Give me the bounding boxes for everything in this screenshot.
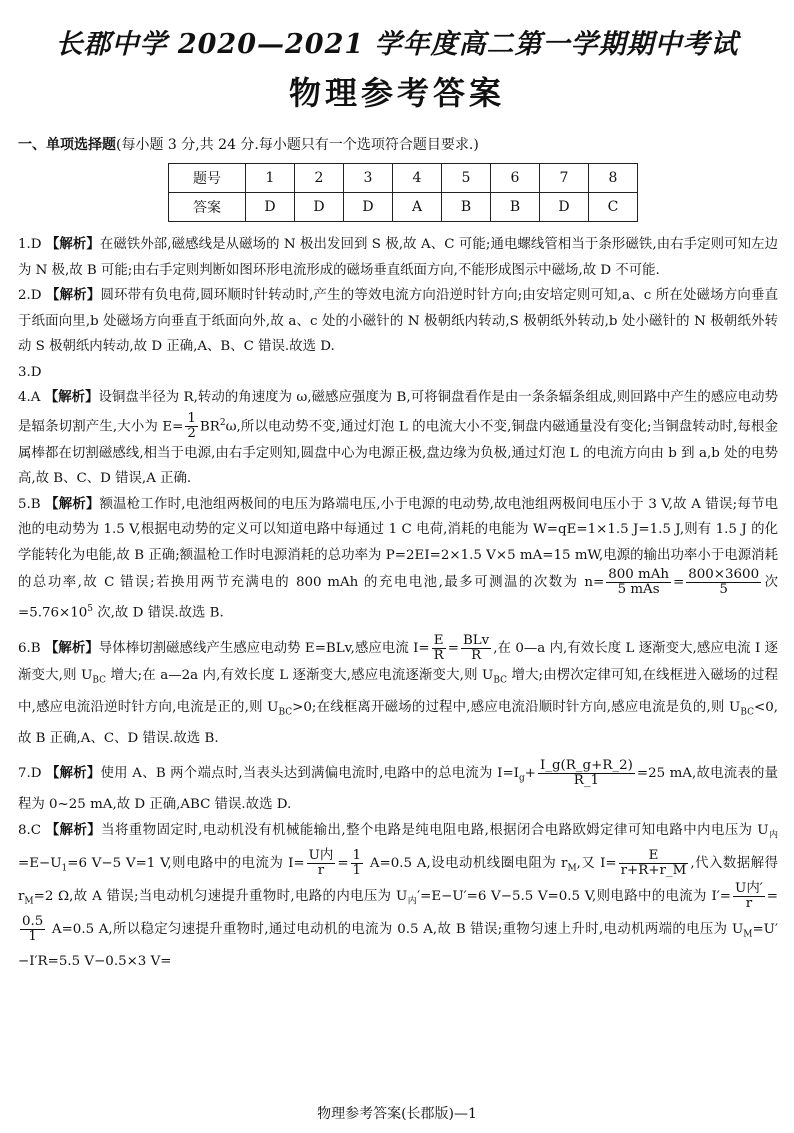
item-text: 增大;在 a—2a 内,有效长度 L 逐渐变大,感应电流逐渐变大,则 U: [106, 668, 494, 684]
fraction-numerator: 1: [352, 848, 362, 864]
fraction: [606, 568, 671, 597]
fraction-numerator: 800×3600: [688, 567, 760, 583]
subscript: BC: [493, 676, 508, 687]
fraction-denominator: r: [745, 896, 753, 912]
item-text: 当将重物固定时,电动机没有机械能输出,整个电路是纯电阻电路,根据闭合电路欧姆定律可知电路中内电压为 U: [101, 822, 769, 838]
item-text: =25 mA,故电流表的量程为 0~25 mA,故 D 正确,ABC 错误.故选 D.: [18, 766, 779, 813]
document-title: 长郡中学 2020—2021 学年度高二第一学期期中考试: [55, 29, 739, 60]
table-cell: D: [344, 193, 393, 222]
subscript: BC: [278, 707, 293, 718]
table-cell: D: [295, 193, 344, 222]
item-text: 导体棒切割磁感线产生感应电动势 E=BLv,感应电流 I=: [98, 641, 430, 657]
item-text: =E−U: [18, 856, 62, 872]
item-7: [18, 759, 778, 818]
section-heading-note: (每小题 3 分,共 24 分.每小题只有一个选项符合题目要求.): [116, 137, 479, 153]
fraction-denominator: 2: [187, 425, 196, 441]
fraction-denominator: 5 mAs: [617, 582, 660, 598]
item-text: +: [524, 766, 536, 782]
subscript: M: [24, 896, 34, 907]
fraction: [461, 634, 491, 663]
item-text: ω,所以电动势不变,通过灯泡 L 的电流大小不变,铜盘内磁通量没有变化;当铜盘转动时,每根金属棒都在切割磁感线,相当于电源,由右手定则知,圆盘中心为电源正极,盘边缘为负极,通过灯泡 L 的电流方向由 b 到 a,b 处的电势高,故 B、C、D 错误,A 正确.: [18, 418, 778, 487]
subscript: M: [567, 863, 577, 874]
item-4: [18, 385, 778, 492]
fraction-denominator: r+R+r_M: [620, 863, 687, 879]
table-cell: B: [442, 193, 491, 222]
fraction: [733, 882, 765, 911]
subscript: 1: [61, 863, 68, 874]
item-2: [18, 283, 778, 360]
explain-tag: 【解析】: [46, 287, 101, 303]
answer-table-number-row: [169, 164, 638, 193]
equals-sign: =: [673, 575, 685, 591]
item-text: 次=5.76×10: [18, 575, 779, 621]
subscript: g: [518, 773, 525, 784]
table-cell: A: [393, 193, 442, 222]
item-text: >0;在线框离开磁场的过程中,感应电流沿顺时针方向,感应电流是负的,则 U: [292, 699, 741, 715]
table-cell: 6: [491, 164, 540, 193]
item-number: 7.D: [18, 766, 42, 782]
section-heading: [18, 134, 479, 154]
page-footer: 物理参考答案(长郡版)—1: [317, 1106, 477, 1122]
item-text: =2 Ω,故 A 错误;当电动机匀速提升重物时,电路的内电压为 U: [33, 889, 408, 905]
explanations: [18, 232, 778, 974]
subscript: BC: [92, 676, 107, 687]
item-number: 8.C: [18, 822, 42, 838]
table-cell: C: [589, 193, 638, 222]
table-cell: D: [246, 193, 295, 222]
explain-tag: 【解析】: [44, 389, 99, 405]
fraction: [20, 915, 45, 944]
item-text: ′=E−U′=6 V−5.5 V=0.5 V,则电路中的电流为 I′=: [417, 889, 732, 905]
explain-tag: 【解析】: [45, 495, 100, 512]
superscript: 5: [87, 604, 94, 615]
fraction: [351, 849, 364, 878]
fraction: [619, 849, 689, 878]
subscript: 内: [407, 896, 418, 907]
fraction-numerator: 800 mAh: [608, 567, 669, 583]
explain-tag: 【解析】: [45, 821, 102, 838]
table-cell: 5: [442, 164, 491, 193]
table-cell: B: [491, 193, 540, 222]
item-text: =U′−I′R=5.5 V−0.5×3 V=: [18, 922, 778, 969]
fraction: [686, 568, 761, 597]
table-cell: 4: [393, 164, 442, 193]
item-text: 使用 A、B 两个端点时,当表头达到满偏电流时,电路中的总电流为 I=I: [100, 766, 519, 782]
table-row-label: 答案: [169, 193, 246, 222]
item-number: 3.D: [18, 364, 42, 380]
fraction-denominator: 1: [352, 863, 362, 879]
superscript: 2: [219, 417, 226, 428]
fraction-numerator: 1: [187, 410, 196, 426]
fraction: [432, 634, 446, 663]
fraction-numerator: E: [619, 849, 689, 864]
explain-tag: 【解析】: [46, 765, 101, 782]
item-text: 增大;由楞次定律可知,在线框进入磁场的过程中,感应电流沿逆时针方向,电流是正的,则 U: [18, 668, 778, 715]
subscript: 内: [768, 830, 778, 841]
table-cell: 3: [344, 164, 393, 193]
item-text: ,代入数据解得 r: [18, 856, 778, 905]
item-text: 在磁铁外部,磁感线是从磁场的 N 极出发回到 S 极,故 A、C 可能;通电螺线管相当于条形磁铁,由右手定则可知左边为 N 极,故 B 可能;由右手定则判断如图环形电流形成的磁场垂直纸面方向,不能形成图示中磁场,故 D 不可能.: [18, 237, 779, 278]
fraction: [538, 759, 635, 788]
equals-sign: =: [447, 641, 459, 657]
explain-tag: 【解析】: [45, 236, 100, 252]
item-text: 圆环带有负电荷,圆环顺时针转动时,产生的等效电流方向沿逆时针方向;由安培定则可知,a、c 所在处磁场方向垂直于纸面向里,b 处磁场方向垂直于纸面向外,故 a、c 处的小磁针的 N 极朝纸内转动,S 极朝纸外转动,b 处小磁针的 N 极朝纸外转动 S 极朝纸内转动,故 D 正确,A、B、C 错误.故选 D.: [18, 288, 778, 354]
item-8: [18, 818, 778, 974]
fraction-denominator: r: [317, 863, 325, 879]
table-cell: D: [540, 193, 589, 222]
fraction-numerator: BLv: [462, 633, 490, 649]
fraction-numerator: I_g(R_g+R_2): [539, 758, 633, 774]
answer-table: [168, 163, 638, 222]
fraction: [185, 412, 198, 441]
item-1: [18, 232, 778, 283]
item-number: 5.B: [18, 496, 41, 512]
fraction-denominator: 1: [28, 929, 37, 945]
fraction-numerator: U内′: [735, 881, 763, 897]
item-text: A=0.5 A,所以稳定匀速提升重物时,通过电动机的电流为 0.5 A,故 B 错误;重物匀速上升时,电动机两端的电压为 U: [47, 922, 744, 938]
fraction: [307, 849, 336, 878]
item-text: BR: [199, 418, 220, 434]
equals-sign: =: [337, 856, 349, 872]
item-number: 6.B: [18, 641, 41, 657]
item-number: 4.A: [18, 390, 41, 405]
fraction-denominator: R: [471, 648, 482, 664]
table-row-label: 题号: [169, 164, 246, 193]
subscript: M: [743, 930, 753, 941]
item-text: A=0.5 A,设电动机线圈电阻为 r: [365, 856, 568, 872]
item-text: =6 V−5 V=1 V,则电路中的电流为 I=: [67, 856, 305, 872]
answer-table-answer-row: [169, 193, 638, 222]
fraction-numerator: E: [432, 634, 446, 649]
item-text: 次,故 D 错误.故选 B.: [93, 605, 224, 621]
spacer: [18, 751, 778, 759]
section-heading-label: 一、单项选择题: [18, 137, 116, 153]
item-text: ,又 I=: [576, 856, 617, 872]
equals-sign: =: [766, 889, 778, 905]
document-subtitle: 物理参考答案: [288, 74, 505, 112]
fraction-denominator: R_1: [573, 773, 600, 789]
subscript: BC: [740, 707, 755, 718]
fraction-denominator: R: [433, 648, 444, 664]
table-cell: 2: [295, 164, 344, 193]
item-5: [18, 492, 778, 626]
fraction-numerator: 0.5: [22, 914, 44, 930]
spacer: [18, 626, 778, 634]
item-number: 1.D: [18, 237, 42, 252]
fraction-denominator: 5: [719, 582, 728, 598]
table-cell: 7: [540, 164, 589, 193]
item-text: 额温枪工作时,电池组两极间的电压为路端电压,小于电源的电动势,故电池组两极间电压小于 3 V,故 A 错误;每节电池的电动势为 1.5 V,根据电动势的定义可以知道电路中每通过 1 C 电荷,消耗的电能为 W=qE=1×1.5 J=1.5 J,则有 1.5 J 的化学能转化为电能,故 B 正确;额温枪工作时电源消耗的总功率为 P=2EI=2×1.5 V×5 mA=15 mW,电源的输出功率小于电源消耗的总功率,故 C 错误;若换用两节充满电的 800 mAh 的充电电池,最多可测温的次数为 n=: [18, 496, 778, 591]
table-cell: 8: [589, 164, 638, 193]
item-text: 设铜盘半径为 R,转动的角速度为 ω,磁感应强度为 B,可将铜盘看作是由一条条辐条组成,则回路中产生的感应电动势是辐条切割产生,大小为 E=: [18, 390, 778, 434]
table-cell: 1: [246, 164, 295, 193]
item-text: ,在 0—a 内,有效长度 L 逐渐变大,感应电流 I 逐渐变大,则 U: [18, 641, 779, 684]
item-number: 2.D: [18, 288, 42, 303]
fraction-numerator: U内: [308, 848, 334, 864]
item-6: [18, 634, 778, 751]
explain-tag: 【解析】: [44, 640, 99, 657]
item-3: [18, 360, 778, 386]
item-text: <0,故 B 正确,A、C、D 错误.故选 B.: [18, 699, 779, 746]
